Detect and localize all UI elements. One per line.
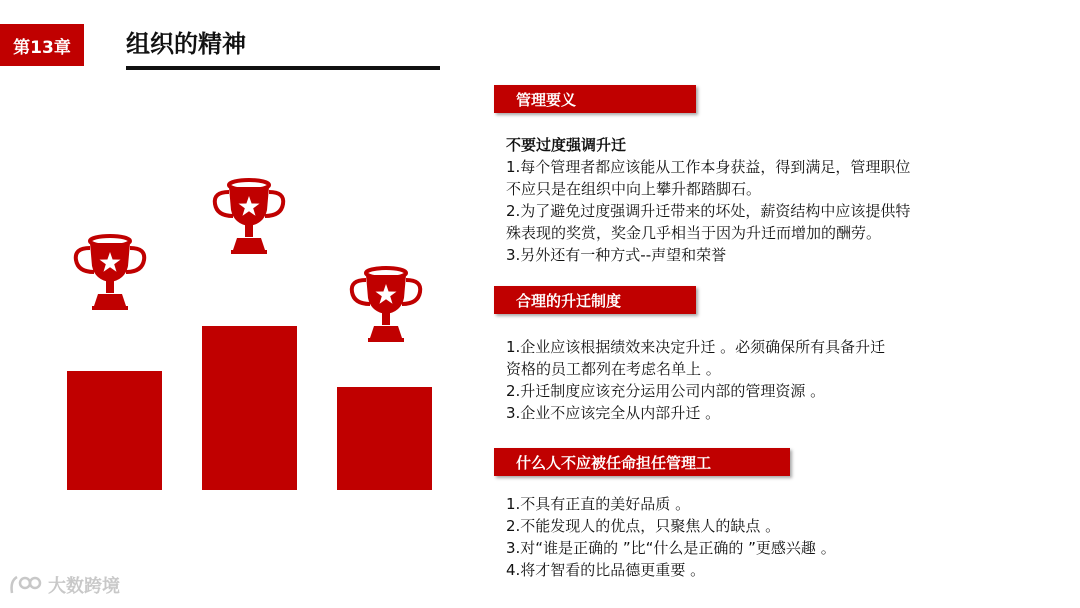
podium-block-left [67,371,162,490]
watermark [8,572,120,598]
body-line: 4.将才智看的比品德更重要 。 [506,561,706,579]
body-line: 2.为了避免过度强调升迁带来的坏处，薪资结构中应该提供特 [506,202,911,220]
body-line: 殊表现的奖赏，奖金几乎相当于因为升迁而增加的酬劳。 [506,224,882,242]
chapter-badge [0,24,84,66]
section-tag-unfit-managers [494,448,790,476]
body-line: 不应只是在组织中向上攀升都踏脚石。 [506,180,762,198]
podium-block-right [337,387,432,490]
watermark-logo-icon [8,573,42,597]
body-line: 2.升迁制度应该充分运用公司内部的管理资源 。 [506,382,826,400]
body-line: 2.不能发现人的优点，只聚焦人的缺点 。 [506,517,781,535]
trophy-icon [346,266,426,346]
section-subheading: 不要过度强调升迁 [506,136,627,154]
section-body-promotion-system [506,336,885,424]
watermark-text: 大数跨境 [48,576,120,597]
title-underline [126,66,440,70]
body-line: 3.企业不应该完全从内部升迁 。 [506,404,721,422]
body-line: 3.另外还有一种方式--声望和荣誉 [506,246,727,264]
body-line: 3.对“谁是正确的 ”比“什么是正确的 ”更感兴趣 。 [506,539,836,557]
section-tag-promotion-system [494,286,696,314]
body-line: 1.企业应该根据绩效来决定升迁 。必须确保所有具备升迁 [506,338,886,356]
trophy-icon [70,234,150,314]
chapter-label: 第13章 [13,37,71,58]
section-tag-label: 管理要义 [516,90,577,109]
trophy-icon [209,178,289,258]
section-tag-label: 合理的升迁制度 [516,291,622,310]
section-tag-management-essentials [494,85,696,113]
page-title: 组织的精神 [126,30,246,58]
section-body-unfit-managers [506,493,836,581]
body-line: 资格的员工都列在考虑名单上 。 [506,360,721,378]
section-tag-label: 什么人不应被任命担任管理工 [516,453,712,472]
body-line: 1.每个管理者都应该能从工作本身获益，得到满足，管理职位 [506,158,911,176]
podium-block-center [202,326,297,490]
body-line: 1.不具有正直的美好品质 。 [506,495,691,513]
section-body-management-essentials [506,156,910,266]
